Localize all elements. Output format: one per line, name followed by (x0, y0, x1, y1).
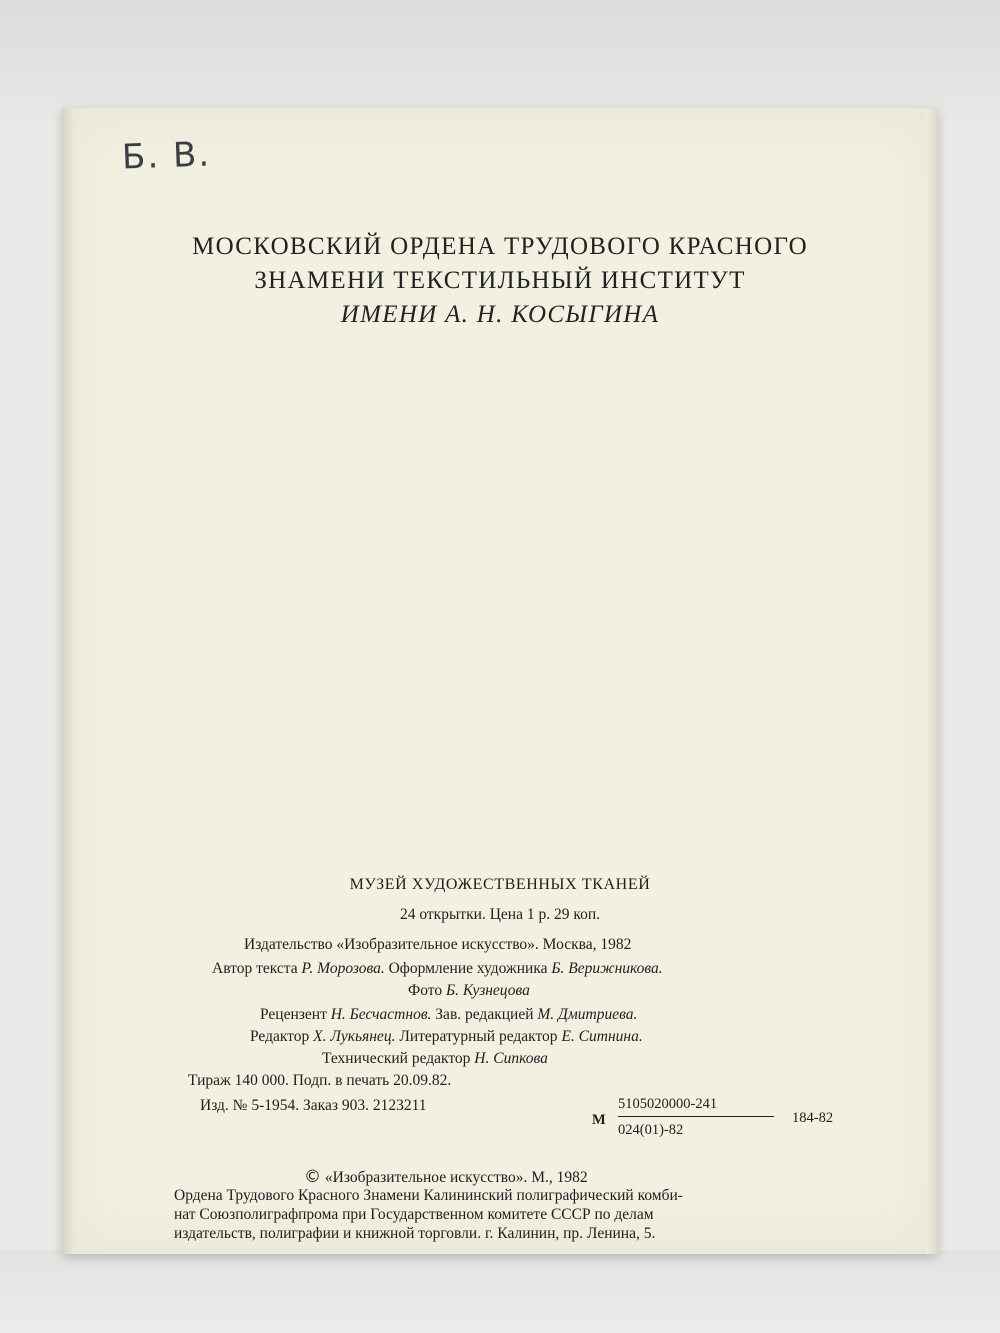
handwritten-note: Б. В. (121, 134, 212, 178)
publisher-line: Издательство «Изобразительное искусство». Москва, 1982 (244, 936, 632, 953)
printer-line-2: нат Союзполиграфпрома при Государственном комитете СССР по делам (174, 1206, 654, 1223)
author-name: Р. Морозова. (301, 960, 385, 977)
editor-line (250, 1028, 643, 1046)
editor-label: Редактор (250, 1028, 310, 1045)
author-line (212, 960, 663, 978)
reviewer-line (260, 1006, 637, 1024)
lit-editor-name: Е. Ситнина. (561, 1028, 643, 1045)
head-editor-label: Зав. редакцией (435, 1006, 534, 1023)
index-letter: М (592, 1112, 606, 1128)
institute-title (62, 230, 938, 332)
design-label: Оформление художника (388, 960, 548, 977)
set-price: 24 открытки. Цена 1 р. 29 коп. (399, 906, 601, 923)
printer-line-3: издательств, полиграфии и книжной торговли. г. Калинин, пр. Ленина, 5. (174, 1225, 656, 1242)
photo-line (408, 982, 530, 1000)
reviewer-label: Рецензент (260, 1006, 327, 1023)
tech-editor-line (322, 1050, 548, 1068)
reviewer-name: Н. Бесчастнов. (330, 1006, 432, 1023)
background-surface-top (0, 0, 1000, 120)
print-run-line: Тираж 140 000. Подп. в печать 20.09.82. (188, 1072, 452, 1089)
copyright-icon: © (304, 1167, 321, 1187)
tech-editor-name: Н. Сипкова (474, 1050, 548, 1067)
head-editor-name: М. Дмитриева. (537, 1006, 638, 1023)
printer-line-1: Ордена Трудового Красного Знамени Калининский полиграфический комби- (174, 1187, 683, 1204)
index-year-code: 184-82 (792, 1110, 834, 1126)
title-line-3: ИМЕНИ А. Н. КОСЫГИНА (340, 301, 660, 328)
museum-title: МУЗЕЙ ХУДОЖЕСТВЕННЫХ ТКАНЕЙ (349, 876, 651, 893)
lit-editor-label: Литературный редактор (399, 1028, 558, 1045)
order-line: Изд. № 5-1954. Заказ 903. 2123211 (200, 1097, 427, 1114)
photo-name: Б. Кузнецова (446, 982, 530, 999)
index-denominator: 024(01)-82 (618, 1122, 684, 1138)
index-numerator: 5105020000-241 (618, 1096, 718, 1112)
background-surface-bottom (0, 1250, 1000, 1333)
tech-editor-label: Технический редактор (322, 1050, 471, 1067)
postcard-set-back-cover (62, 108, 938, 1254)
editor-name: Х. Лукьянец. (313, 1028, 396, 1045)
copyright-line (304, 1168, 588, 1187)
author-label: Автор текста (212, 960, 298, 977)
design-name: Б. Верижникова. (551, 960, 663, 977)
copyright-text: «Изобразительное искусство». М., 1982 (324, 1169, 588, 1186)
title-line-1: МОСКОВСКИЙ ОРДЕНА ТРУДОВОГО КРАСНОГО (192, 233, 808, 260)
index-fraction-line (618, 1116, 774, 1117)
title-line-2: ЗНАМЕНИ ТЕКСТИЛЬНЫЙ ИНСТИТУТ (254, 267, 746, 294)
photo-label: Фото (408, 982, 443, 999)
